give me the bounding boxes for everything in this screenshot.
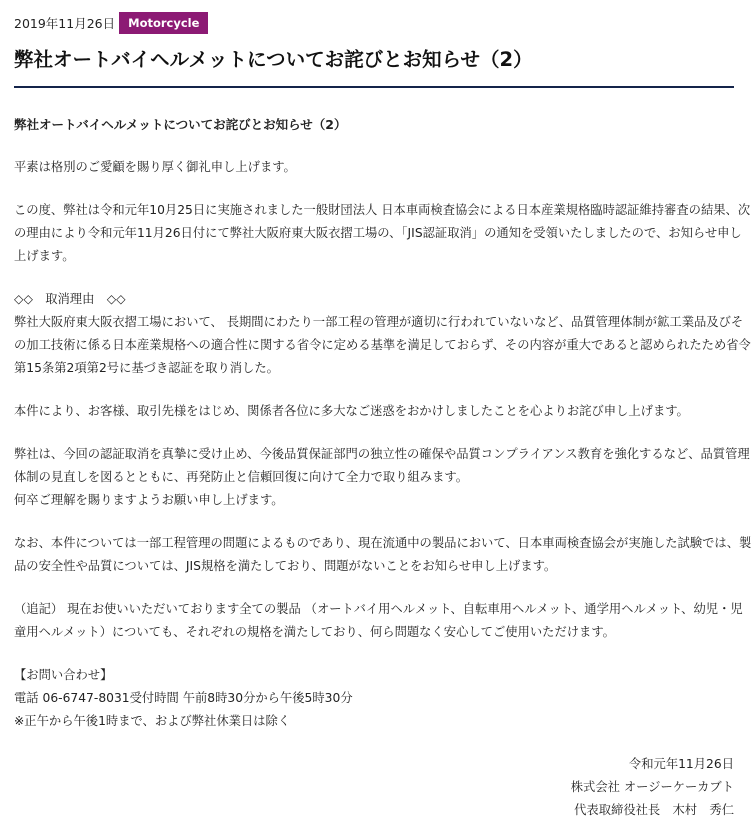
article-subtitle: 弊社オートバイヘルメットについてお詫びとお知らせ（2） xyxy=(14,117,347,132)
signature xyxy=(14,753,734,822)
paragraph-line: 第15条第2項第2号に基づき認証を取り消した。 xyxy=(14,361,279,375)
paragraph xyxy=(14,288,751,380)
paragraph-line: 弊社は、今回の認証取消を真摯に受け止め、今後品質保証部門の独立性の確保や品質コンプライアンス教育を強化するなど、品質管理 xyxy=(14,447,750,461)
signature-line: 令和元年11月26日 xyxy=(628,757,734,771)
paragraph-line: なお、本件については一部工程管理の問題によるものであり、現在流通中の製品において、日本車両検査協会が実施した試験では、製 xyxy=(14,536,752,550)
paragraph-line: この度、弊社は令和元年10月25日に実施されました一般財団法人 日本車両検査協会による日本産業規格臨時認証維持審査の結果、次 xyxy=(14,203,751,217)
post-date: 2019年11月26日 xyxy=(14,16,116,31)
paragraph-line: 何卒ご理解を賜りますようお願い申し上げます。 xyxy=(14,493,284,507)
paragraph-line: の加工技術に係る日本産業規格への適合性に関する省令に定める基準を満足しておらず、その内容が重大であると認められたため省令 xyxy=(14,338,751,352)
paragraph-line: 上げます。 xyxy=(14,249,75,263)
paragraph-line: 平素は格別のご愛顧を賜り厚く御礼申し上げます。 xyxy=(14,160,296,174)
paragraph xyxy=(14,443,750,512)
paragraph-line: ◇◇ 取消理由 ◇◇ xyxy=(14,292,126,306)
paragraph-line: の理由により令和元年11月26日付にて弊社大阪府東大阪衣摺工場の、「JIS認証取消」の通知を受領いたしましたので、お知らせ申し xyxy=(14,226,742,240)
paragraph-line: 電話 06-6747-8031受付時間 午前8時30分から午後5時30分 xyxy=(14,691,353,705)
paragraph-line: （追記） 現在お使いいただいております全ての製品 （オートバイ用ヘルメット、自転車用ヘルメット、通学用ヘルメット、幼児・児 xyxy=(14,602,743,616)
paragraph-line: 品の安全性や品質については、JIS規格を満たしており、問題がないことをお知らせ申し上げます。 xyxy=(14,559,557,573)
paragraph xyxy=(14,156,734,179)
paragraph-line: 体制の見直しを図るとともに、再発防止と信頼回復に向けて全力で取り組みます。 xyxy=(14,470,469,484)
signature-line: 代表取締役社長 木村 秀仁 xyxy=(574,803,734,817)
paragraph xyxy=(14,532,752,578)
paragraph-line: 童用ヘルメット）についても、それぞれの規格を満たしており、何ら問題なく安心してご使用いただけます。 xyxy=(14,625,615,639)
paragraph xyxy=(14,400,734,423)
title-divider xyxy=(14,86,734,88)
category-badge[interactable]: Motorcycle xyxy=(119,12,208,34)
signature-line: 株式会社 オージーケーカブト xyxy=(570,780,734,794)
article-body xyxy=(14,113,752,822)
paragraph-line: 本件により、お客様、取引先様をはじめ、関係者各位に多大なご迷惑をおかけしましたことを心よりお詫び申し上げます。 xyxy=(14,404,689,418)
paragraphs xyxy=(14,156,752,733)
paragraph-line: 【お問い合わせ】 xyxy=(14,668,113,682)
paragraph xyxy=(14,598,743,644)
paragraph-line: ※正午から午後1時まで、および弊社休業日は除く xyxy=(14,714,291,728)
paragraph-line: 弊社大阪府東大阪衣摺工場において、 長期間にわたり一部工程の管理が適切に行われていないなど、品質管理体制が鉱工業品及びそ xyxy=(14,315,744,329)
article-meta xyxy=(14,12,208,34)
page-title: 弊社オートバイヘルメットについてお詫びとお知らせ（2） xyxy=(14,48,533,71)
paragraph xyxy=(14,664,734,733)
paragraph xyxy=(14,199,751,268)
